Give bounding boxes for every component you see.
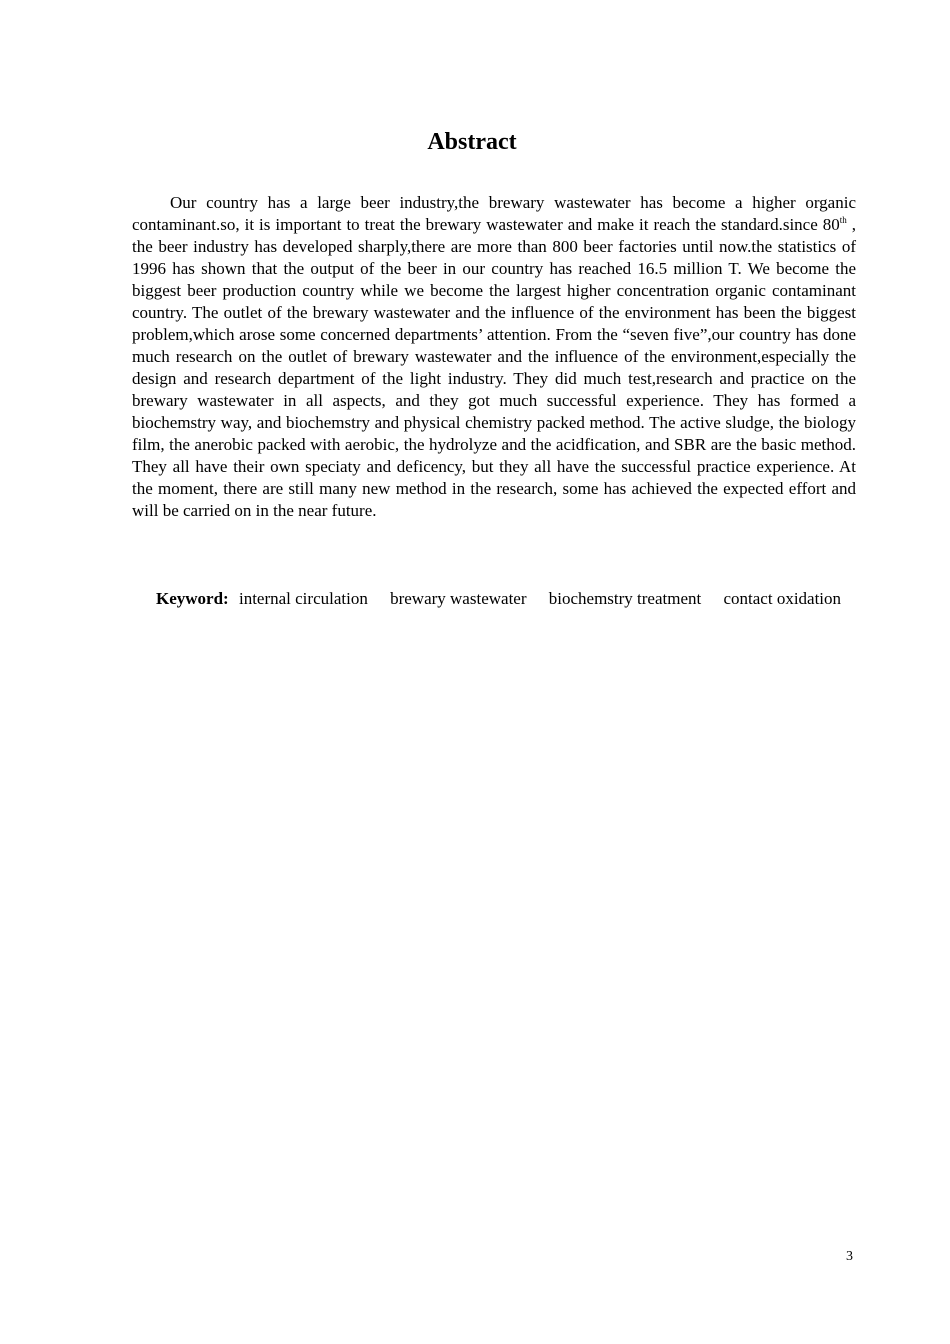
keywords-paragraph — [118, 588, 856, 610]
keyword-item: brewary wastewater — [390, 589, 527, 608]
abstract-text-part-1: Our country has a large beer industry,the brewary wastewater has become a higher organic contaminant.so, it is important to treat the brewary wastewater and make it reach the standard.since 80 — [132, 193, 856, 234]
keyword-item: contact oxidation — [723, 589, 842, 608]
keyword-item: biochemstry treatment — [548, 589, 702, 608]
keyword-item: internal circulation — [238, 589, 368, 608]
abstract-title: Abstract — [427, 129, 517, 155]
abstract-text-part-2: , the beer industry has developed sharply,there are more than 800 beer factories until now.the statistics of 1996 has shown that the output of the beer in our country has reached 16.5 million T. We become the biggest beer production country while we become the largest higher concentration organic contaminant country. The outlet of the brewary wastewater and the influence of the environment has been the biggest problem,which arose some concerned departments’ attention. From the “seven five”,our country has done much research on the outlet of brewary wastewater and the influence of the environment,especially the design and research department of the light industry. They did much test,research and practice on the brewary wastewater in all aspects, and they got much successful experience. They has formed a biochemstry way, and biochemstry and physical chemistry packed method. The active sludge, the biology film, the anerobic packed with aerobic, the hydrolyze and the acidfication, and SBR are the basic method. They all have their own speciaty and deficency, but they all have the successful practice experience. At the moment, there are still many new method in the research, some has achieved the expected effort and will be carried on in the near future. — [132, 215, 856, 520]
ordinal-superscript: th — [839, 215, 847, 225]
keywords-label: Keyword: — [156, 589, 229, 608]
abstract-paragraph — [132, 192, 856, 522]
page-number: 3 — [846, 1249, 853, 1264]
